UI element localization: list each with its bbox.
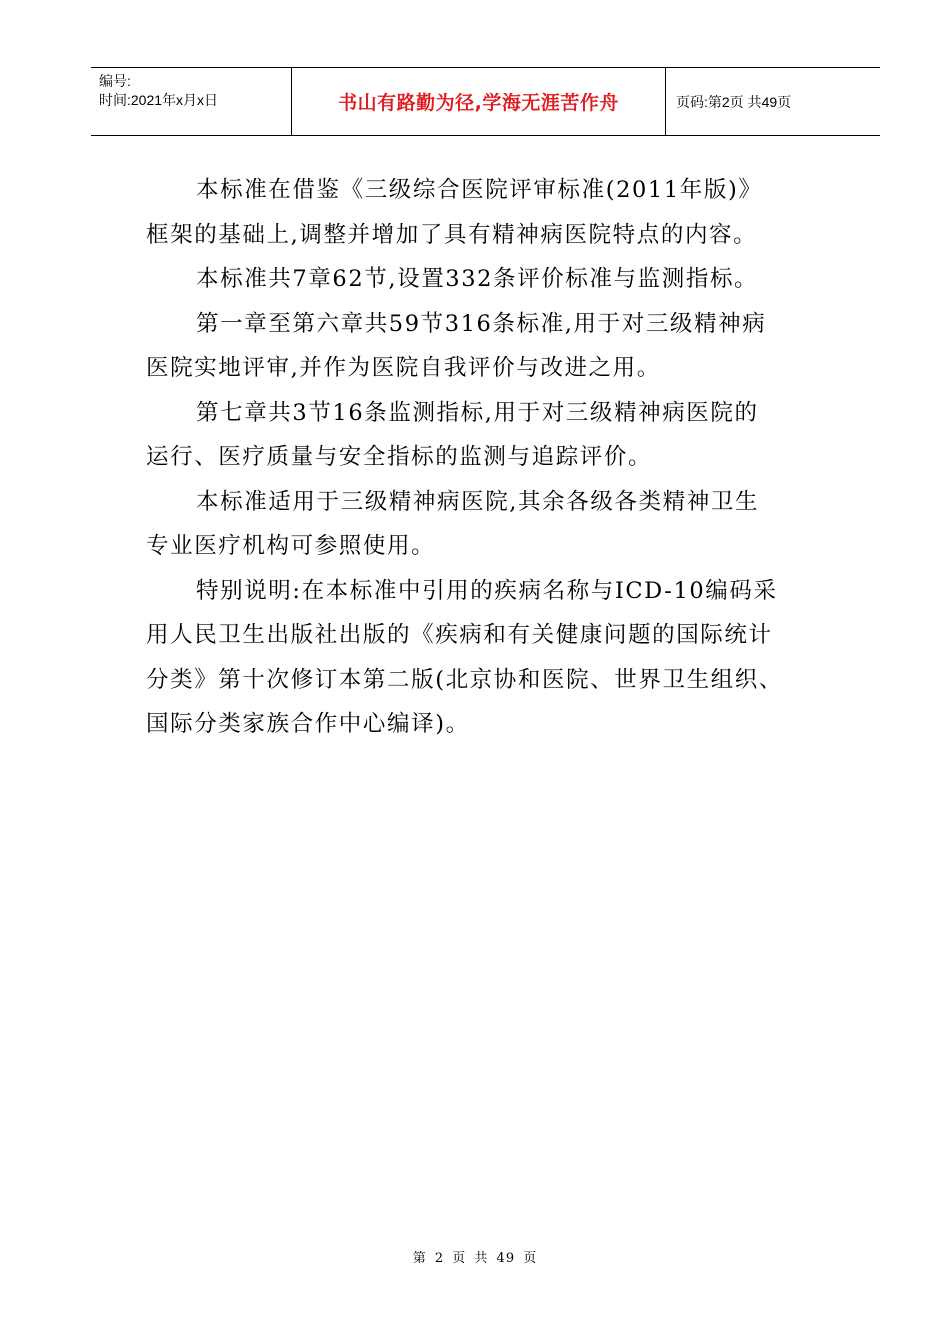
- paragraph-line: 本标准共7章62节,设置332条评价标准与监测指标。: [196, 266, 759, 292]
- paragraph-line: 框架的基础上,调整并增加了具有精神病医院特点的内容。: [146, 221, 758, 248]
- document-header: [91, 67, 880, 136]
- paragraph-line: 第一章至第六章共59节316条标准,用于对三级精神病: [196, 310, 767, 337]
- document-time-label: 时间:2021年x月x日: [99, 92, 219, 108]
- paragraph-line: 专业医疗机构可参照使用。: [146, 533, 436, 559]
- paragraph-line: 本标准适用于三级精神病医院,其余各级各类精神卫生: [196, 488, 760, 515]
- paragraph-line: 特别说明:在本标准中引用的疾病名称与ICD-10编码采: [196, 577, 778, 604]
- paragraph-line: 第七章共3节16条监测指标,用于对三级精神病医院的: [196, 399, 759, 426]
- header-page-info: 页码:第2页 共49页: [676, 93, 792, 110]
- paragraph-line: 国际分类家族合作中心编译)。: [146, 711, 470, 737]
- paragraph-line: 本标准在借鉴《三级综合医院评审标准(2011年版)》: [196, 177, 763, 203]
- page-footer: 第 2 页 共 49 页: [412, 1251, 538, 1266]
- header-motto: 书山有路勤为径,学海无涯苦作舟: [292, 68, 666, 135]
- paragraph-line: 分类》第十次修订本第二版(北京协和医院、世界卫生组织、: [146, 666, 783, 693]
- document-number-label: 编号:: [99, 73, 131, 89]
- document-body: [146, 168, 846, 747]
- paragraph-line: 用人民卫生出版社出版的《疾病和有关健康问题的国际统计: [146, 622, 773, 648]
- paragraph-line: 医院实地评审,并作为医院自我评价与改进之用。: [146, 355, 661, 381]
- header-meta-cell: [91, 68, 292, 135]
- paragraph-line: 运行、医疗质量与安全指标的监测与追踪评价。: [146, 444, 653, 470]
